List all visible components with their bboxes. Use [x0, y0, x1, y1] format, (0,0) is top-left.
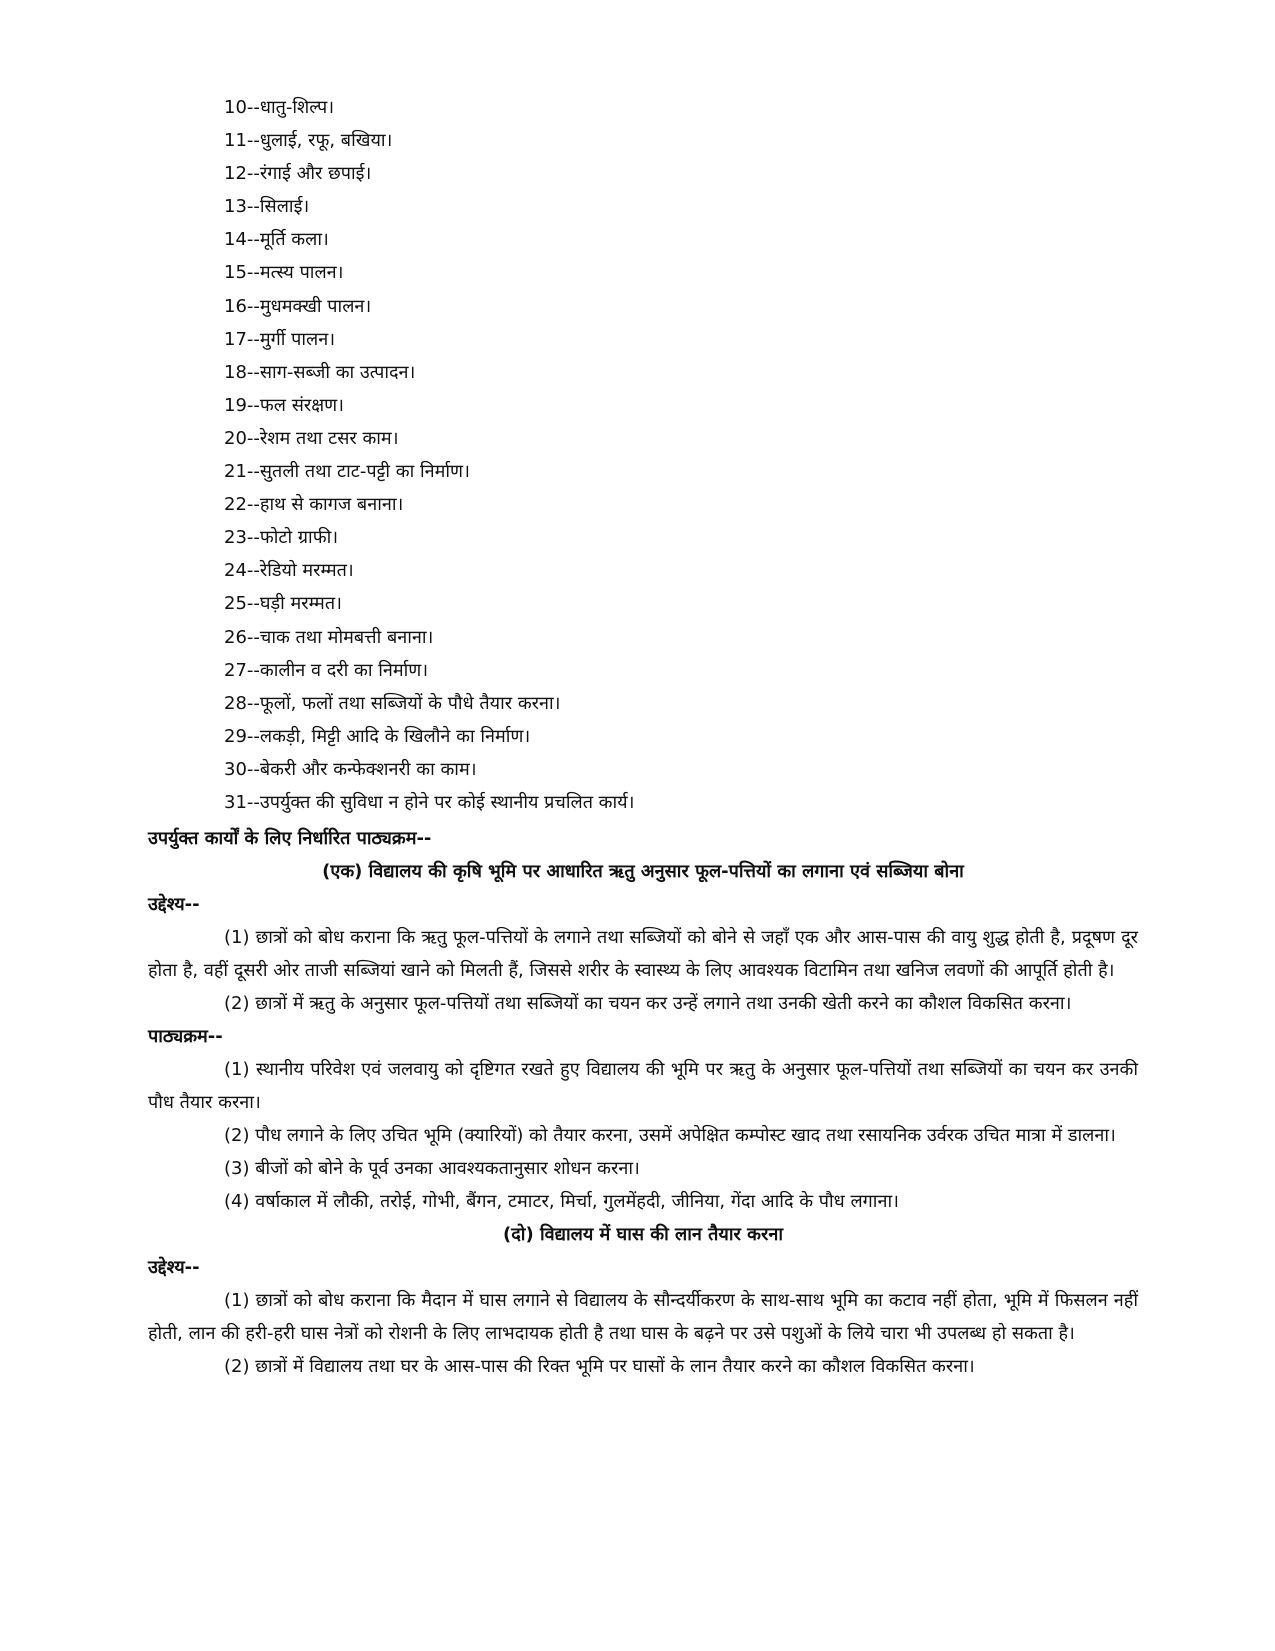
list-item: 29--लकड़ी, मिट्टी आदि के खिलौने का निर्माण। [224, 725, 531, 747]
section-one-objectives-label: उद्देश्य-- [148, 894, 200, 915]
list-item: 31--उपर्युक्त की सुविधा न होने पर कोई स्थानीय प्रचलित कार्य। [224, 791, 635, 813]
section-one-objective: (1) छात्रों को बोध कराना कि ऋतु फूल-पत्तियों के लगाने तथा सब्जियों को बोने से जहाँ एक और आस-पास की वायु शुद्ध होती है, प्रदूषण दूर होता है, वहीं दूसरी ओर ताजी सब्जियां खाने को मिलती हैं, जिससे शरीर के स्वास्थ्य के लिए आवश्यक विटामिन तथा खनिज लवणों की आपूर्ति होती है। [148, 927, 1138, 981]
section-one-syllabus-label: पाठ्यक्रम-- [148, 1026, 223, 1047]
list-item: 23--फोटो ग्राफी। [224, 527, 339, 549]
section-two-title: (दो) विद्यालय में घास की लान तैयार करना [503, 1224, 783, 1245]
list-item: 14--मूर्ति कला। [224, 229, 329, 251]
list-item: 10--धातु-शिल्प। [224, 97, 335, 118]
section-one-syllabus-item: (1) स्थानीय परिवेश एवं जलवायु को दृष्टिगत रखते हुए विद्यालय की भूमि पर ऋतु के अनुसार फूल-पत्तियों तथा सब्जियों का चयन कर उनकी पौध तैयार करना। [148, 1059, 1138, 1113]
curriculum-heading: उपर्युक्त कार्यों के लिए निर्धारित पाठ्यक्रम-- [148, 828, 432, 849]
list-item: 15--मत्स्य पालन। [224, 262, 344, 284]
section-one-syllabus-item: (4) वर्षाकाल में लौकी, तरोई, गोभी, बैंगन, टमाटर, मिर्चा, गुलमेंहदी, जीनिया, गेंदा आदि के पौध लगाना। [224, 1191, 899, 1212]
section-two-objectives-label: उद्देश्य-- [148, 1257, 200, 1278]
list-item: 21--सुतली तथा टाट-पट्टी का निर्माण। [224, 461, 470, 483]
section-one-syllabus-item: (2) पौध लगाने के लिए उचित भूमि (क्यारियों) को तैयार करना, उसमें अपेक्षित कम्पोस्ट खाद तथा रसायनिक उर्वरक उचित मात्रा में डालना। [224, 1125, 1116, 1146]
curriculum-content [148, 822, 1138, 1383]
list-item: 11--धुलाई, रफू, बखिया। [224, 130, 393, 152]
list-item: 27--कालीन व दरी का निर्माण। [224, 659, 429, 681]
list-item: 28--फूलों, फलों तथा सब्जियों के पौधे तैयार करना। [224, 692, 561, 714]
section-one-syllabus-item: (3) बीजों को बोने के पूर्व उनका आवश्यकतानुसार शोधन करना। [224, 1158, 640, 1179]
section-one-title: (एक) विद्यालय की कृषि भूमि पर आधारित ऋतु अनुसार फूल-पत्तियों का लगाना एवं सब्जिया बोना [322, 861, 964, 882]
list-item: 22--हाथ से कागज बनाना। [224, 494, 404, 516]
list-item: 24--रेडियो मरम्मत। [224, 560, 354, 582]
list-item: 13--सिलाई। [224, 196, 310, 218]
list-item: 30--बेकरी और कन्फेक्शनरी का काम। [224, 758, 477, 780]
list-item: 18--साग-सब्जी का उत्पादन। [224, 361, 416, 383]
list-item: 25--घड़ी मरम्मत। [224, 593, 342, 615]
list-item: 19--फल संरक्षण। [224, 394, 344, 416]
section-one-objective: (2) छात्रों में ऋतु के अनुसार फूल-पत्तियों तथा सब्जियों का चयन कर उन्हें लगाने तथा उनकी खेती करने का कौशल विकसित करना। [224, 993, 1072, 1014]
list-item: 20--रेशम तथा टसर काम। [224, 427, 399, 449]
list-item: 26--चाक तथा मोमबत्ती बनाना। [224, 626, 434, 648]
section-two-objective: (2) छात्रों में विद्यालय तथा घर के आस-पास की रिक्त भूमि पर घासों के लान तैयार करने का कौशल विकसित करना। [224, 1356, 975, 1377]
section-two-objective: (1) छात्रों को बोध कराना कि मैदान में घास लगाने से विद्यालय के सौन्दर्यीकरण के साथ-साथ भूमि का कटाव नहीं होता, भूमि में फिसलन नहीं होती, लान की हरी-हरी घास नेत्रों को रोशनी के लिए लाभदायक होती है तथा घास के बढ़ने पर उसे पशुओं के लिये चारा भी उपलब्ध हो सकता है। [148, 1290, 1138, 1344]
work-list [224, 91, 634, 819]
list-item: 16--मुधमक्खी पालन। [224, 295, 372, 317]
list-item: 17--मुर्गी पालन। [224, 328, 336, 350]
list-item: 12--रंगाई और छपाई। [224, 163, 372, 185]
